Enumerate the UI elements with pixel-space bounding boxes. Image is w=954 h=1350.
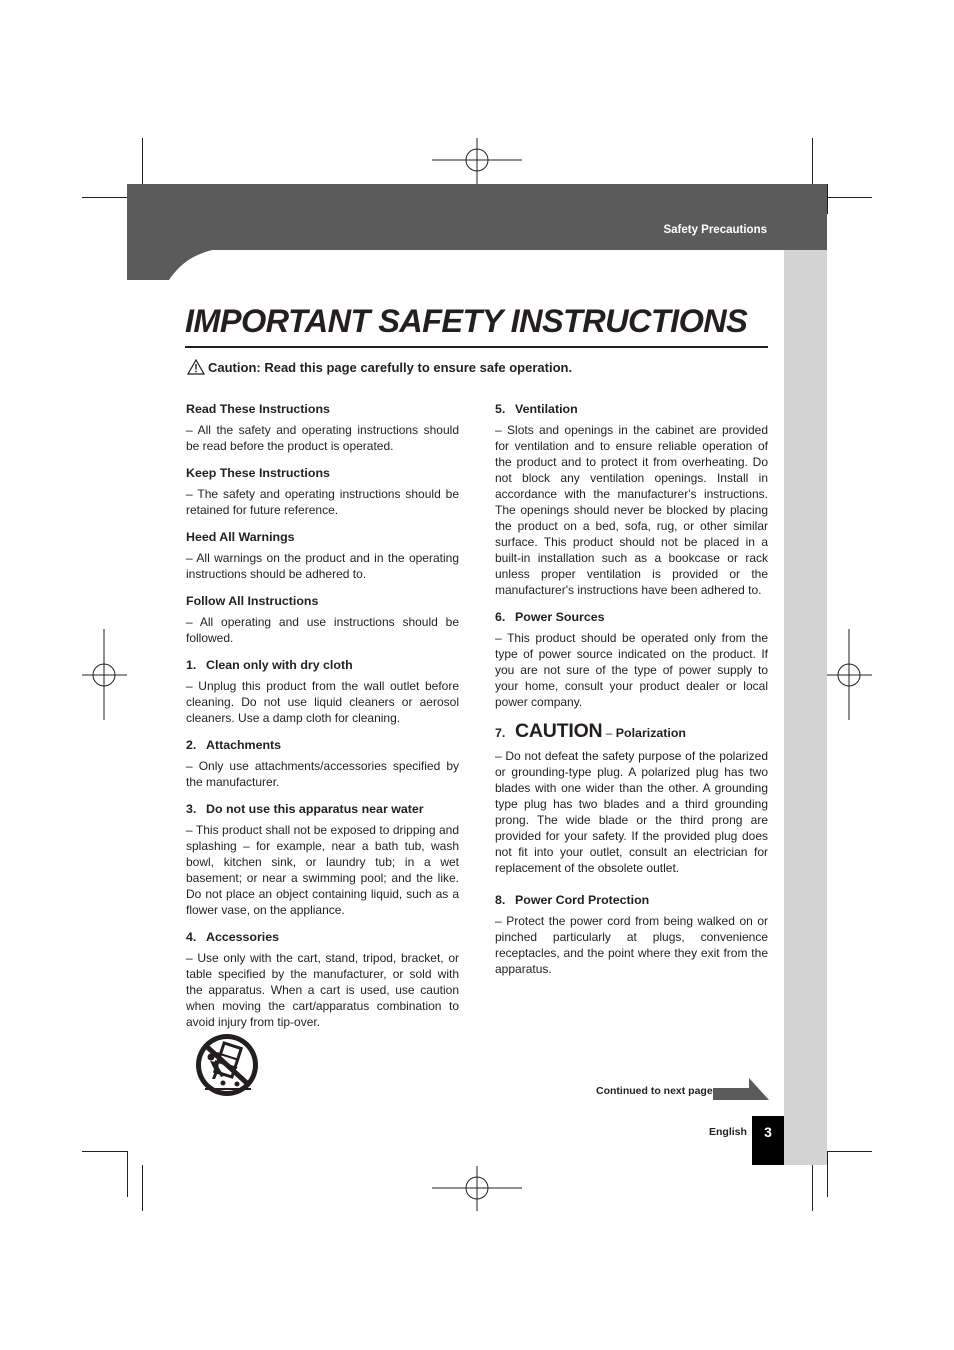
- section-heading: 6. Power Sources: [495, 610, 605, 624]
- section-body: – Use only with the cart, stand, tripod, bracket, or table specified by the manufacturer, or sold with the apparatus. When a cart is used, use caution when moving the cart/apparatus combination to avoid injury from tip-over.: [186, 951, 459, 1029]
- section-body: – Protect the power cord from being walked on or pinched particularly at plugs, convenience receptacles, and the point where they exit from the apparatus.: [495, 914, 768, 976]
- header-tab-shape: [127, 249, 217, 280]
- section-body: – This product should be operated only from the type of power source indicated on the product. If you are not sure of the type of power supply to your home, consult your product dealer or local power company.: [495, 631, 768, 709]
- section-heading: 3. Do not use this apparatus near water: [186, 802, 424, 816]
- section-body: – All warnings on the product and in the operating instructions should be adhered to.: [186, 551, 459, 581]
- next-page-arrow-icon: [713, 1078, 769, 1100]
- section-body: – Unplug this product from the wall outlet before cleaning. Do not use liquid cleaners or aerosol cleaners. Use a damp cloth for cleaning.: [186, 679, 459, 725]
- section-heading: 2. Attachments: [186, 738, 282, 752]
- section-heading: Heed All Warnings: [186, 530, 295, 544]
- section-body: – This product shall not be exposed to dripping and splashing – for example, near a bath tub, wash bowl, kitchen sink, or laundry tub; in a wet basement; or near a swimming pool; and the like. Do not place an object containing liquid, such as a flower vase, on the appliance.: [186, 823, 459, 917]
- continued-label: Continued to next page: [596, 1085, 713, 1097]
- section-body: – All the safety and operating instructions should be read before the product is operated.: [186, 423, 459, 453]
- section-body: – Do not defeat the safety purpose of the polarized or grounding-type plug. A polarized plug has two blades with one wider than the other. A grounding type plug has two blades and a third grounding prong. The wide blade or the third prong are provided for your safety. If the provided plug does not fit into your outlet, consult an electrician for replacement of the obsolete outlet.: [495, 749, 768, 875]
- section-body: – The safety and operating instructions should be retained for future reference.: [186, 487, 459, 517]
- section-body: – All operating and use instructions should be followed.: [186, 615, 459, 645]
- section-heading-caution: 7. CAUTION – Polarization: [495, 720, 687, 742]
- caution-heading: CAUTION: [515, 720, 603, 742]
- section-heading: Read These Instructions: [186, 402, 330, 416]
- section-body: – Slots and openings in the cabinet are provided for ventilation and to ensure reliable operation of the product and to protect it from overheating. Do not block any ventilation openings. Install in accordance with the manufacturer's instructions. The openings should never be blocked by placing the product on a bed, sofa, rug, or other similar surface. This product should not be placed in a built-in installation such as a bookcase or rack unless proper ventilation is provided or the manufacturer's instructions have been adhered to.: [495, 423, 768, 597]
- section-heading: 8. Power Cord Protection: [495, 893, 650, 907]
- warning-triangle-icon: [187, 359, 205, 375]
- side-strip: [784, 250, 827, 1165]
- header-band: [127, 184, 827, 250]
- page-title: IMPORTANT SAFETY INSTRUCTIONS: [185, 303, 748, 339]
- section-heading: Follow All Instructions: [186, 594, 319, 608]
- section-heading: 1. Clean only with dry cloth: [186, 658, 353, 672]
- cart-tip-over-warning-icon: [193, 1033, 261, 1097]
- left-column: [186, 401, 459, 1041]
- caution-line: [187, 359, 572, 375]
- section-heading: Keep These Instructions: [186, 466, 330, 480]
- language-label: English: [709, 1126, 747, 1138]
- section-label: Safety Precautions: [663, 224, 767, 236]
- section-heading: 5. Ventilation: [495, 402, 578, 416]
- title-rule: [185, 346, 768, 348]
- right-column: [495, 401, 768, 988]
- caution-text: Caution: Read this page carefully to ensure safe operation.: [208, 359, 573, 375]
- section-heading: 4. Accessories: [186, 930, 280, 944]
- section-body: – Only use attachments/accessories specified by the manufacturer.: [186, 759, 459, 789]
- page-number: 3: [752, 1116, 784, 1165]
